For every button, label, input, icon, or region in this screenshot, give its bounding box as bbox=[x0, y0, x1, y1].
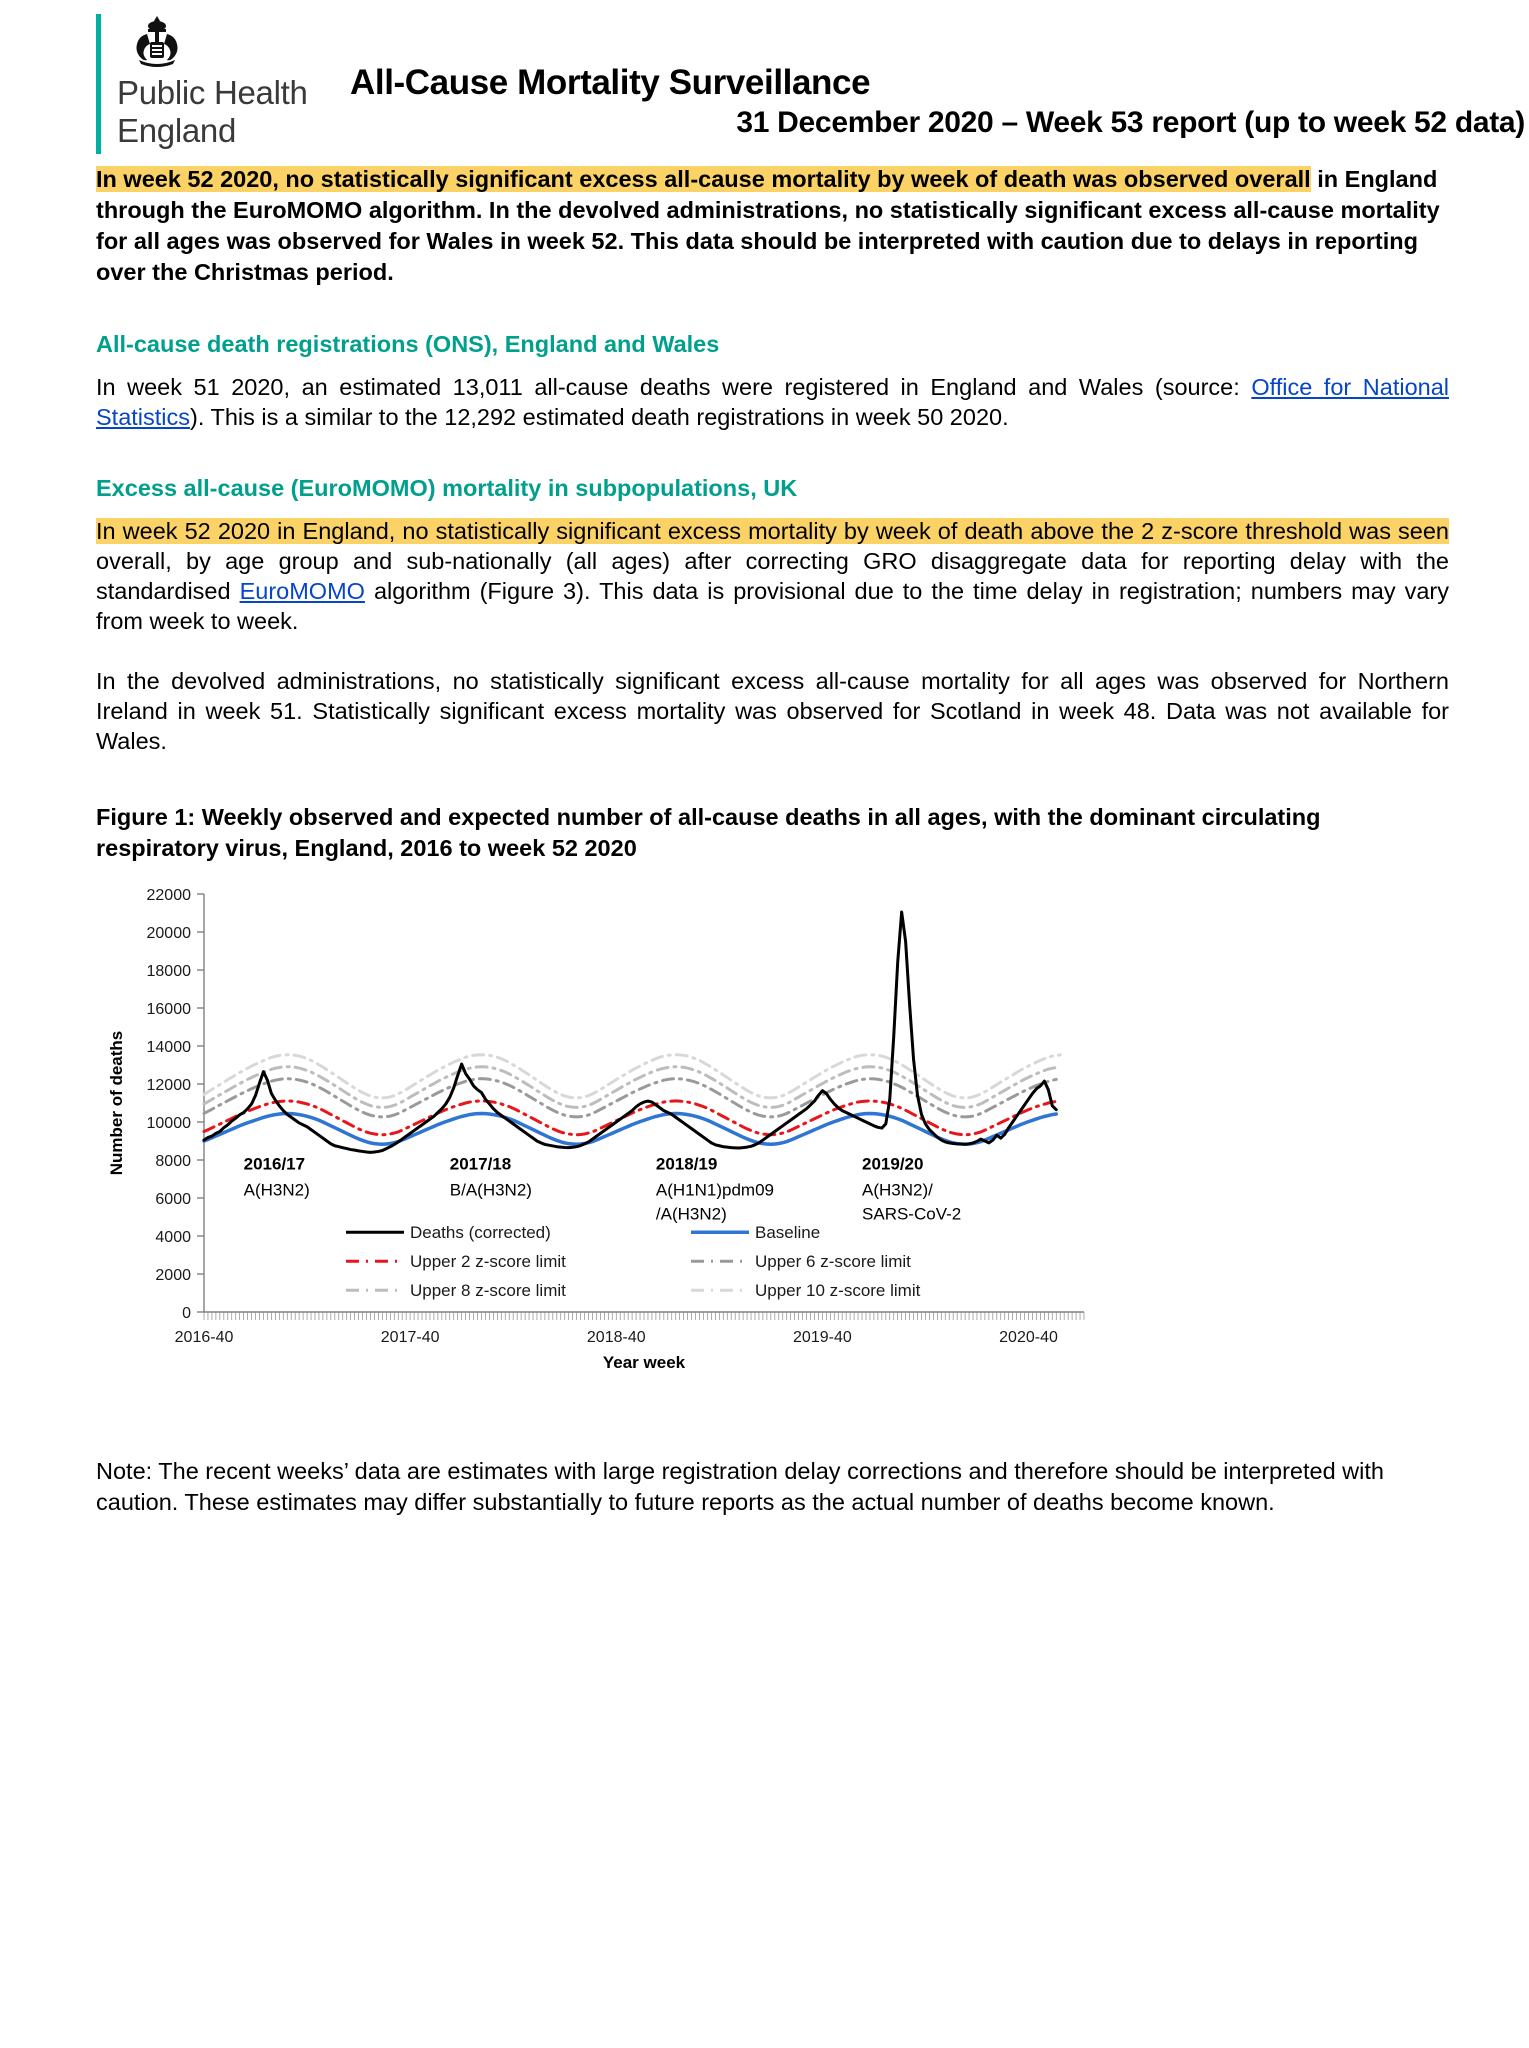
svg-text:8000: 8000 bbox=[155, 1153, 191, 1170]
ons-link[interactable]: Office for National Statistics bbox=[96, 374, 1449, 430]
svg-text:Upper 2 z-score limit: Upper 2 z-score limit bbox=[410, 1252, 566, 1272]
figure-note: Note: The recent weeks’ data are estimates with large registration delay corrections and therefore should be interpreted with caution. These estimates may differ substantially to future reports as the actual number of deaths become known. bbox=[96, 1458, 1384, 1515]
svg-text:B/A(H3N2): B/A(H3N2) bbox=[449, 1180, 532, 1200]
document-content bbox=[96, 164, 1449, 864]
svg-text:2020-40: 2020-40 bbox=[999, 1329, 1058, 1346]
svg-text:A(H1N1)pdm09: A(H1N1)pdm09 bbox=[655, 1180, 775, 1200]
svg-text:12000: 12000 bbox=[146, 1077, 191, 1094]
document-header bbox=[0, 0, 1529, 154]
logo-line-1: Public Health bbox=[117, 74, 308, 111]
euromomo-highlight: In week 52 2020 in England, no statistically significant excess mortality by week of death above the 2 z-score threshold was seen bbox=[96, 518, 1449, 544]
svg-text:2016/17: 2016/17 bbox=[243, 1154, 306, 1174]
svg-text:2019/20: 2019/20 bbox=[862, 1154, 924, 1174]
svg-text:2019-40: 2019-40 bbox=[793, 1329, 852, 1346]
svg-text:2018/19: 2018/19 bbox=[655, 1154, 718, 1174]
svg-text:18000: 18000 bbox=[146, 963, 191, 980]
note-block bbox=[96, 1456, 1449, 1518]
euromomo-paragraph bbox=[96, 516, 1449, 636]
royal-crest-icon bbox=[117, 14, 197, 70]
svg-text:4000: 4000 bbox=[155, 1229, 191, 1246]
summary-rest: in England through the EuroMOMO algorithm. In the devolved administrations, no statistically significant excess all-cause mortality for all ages was observed for Wales in week 52. This data should be interpreted with caution due to delays in reporting over the Christmas period. bbox=[96, 166, 1440, 285]
svg-text:Upper 6 z-score limit: Upper 6 z-score limit bbox=[755, 1252, 911, 1272]
paragraph-spacer bbox=[96, 636, 1449, 666]
section-heading-euromomo: Excess all-cause (EuroMOMO) mortality in subpopulations, UK bbox=[96, 475, 798, 501]
ons-paragraph bbox=[96, 372, 1449, 432]
svg-text:SARS-CoV-2: SARS-CoV-2 bbox=[862, 1204, 962, 1224]
euromomo-link[interactable]: EuroMOMO bbox=[239, 578, 365, 604]
svg-text:A(H3N2): A(H3N2) bbox=[243, 1180, 310, 1200]
svg-text:14000: 14000 bbox=[146, 1039, 191, 1056]
phe-logo bbox=[96, 14, 336, 154]
svg-text:A(H3N2)/: A(H3N2)/ bbox=[862, 1180, 933, 1200]
svg-text:10000: 10000 bbox=[146, 1115, 191, 1132]
svg-text:Year week: Year week bbox=[602, 1353, 686, 1372]
svg-text:Number of deaths: Number of deaths bbox=[107, 1030, 126, 1176]
svg-text:2018-40: 2018-40 bbox=[586, 1329, 646, 1346]
devolved-admin-paragraph: In the devolved administrations, no statistically significant excess all-cause mortality for all ages was observed for Northern Ireland in week 51. Statistically significant excess mortality was observed for Scotland in week 48. Data was not available for Wales. bbox=[96, 668, 1449, 754]
page-title: All-Cause Mortality Surveillance bbox=[350, 63, 871, 102]
figure-1-chart bbox=[96, 878, 1096, 1398]
svg-text:Deaths (corrected): Deaths (corrected) bbox=[410, 1223, 551, 1243]
euromomo-para-post: algorithm (Figure 3). This data is provisional due to the time delay in registration; numbers may vary from week to week. bbox=[96, 578, 1449, 634]
euromomo-para-mid: overall, by age group and sub-nationally (all ages) after correcting GRO disaggregate data for reporting delay with the standardised bbox=[96, 548, 1449, 604]
mortality-line-chart bbox=[96, 878, 1096, 1398]
summary-highlight: In week 52 2020, no statistically significant excess all-cause mortality by week of death was observed overall bbox=[96, 166, 1311, 192]
ons-para-pre: In week 51 2020, an estimated 13,011 all-cause deaths were registered in England and Wales (source: bbox=[96, 374, 1252, 400]
svg-text:Baseline: Baseline bbox=[755, 1223, 821, 1243]
svg-text:2016-40: 2016-40 bbox=[174, 1329, 234, 1346]
svg-text:Upper 8 z-score limit: Upper 8 z-score limit bbox=[410, 1281, 566, 1301]
figure-caption: Figure 1: Weekly observed and expected number of all-cause deaths in all ages, with the dominant circulating respiratory virus, England, 2016 to week 52 2020 bbox=[96, 804, 1321, 861]
logo-accent-bar bbox=[96, 14, 101, 154]
ons-para-post: ). This is a similar to the 12,292 estimated death registrations in week 50 2020. bbox=[190, 404, 1009, 430]
svg-text:2017-40: 2017-40 bbox=[380, 1329, 440, 1346]
page-subtitle: 31 December 2020 – Week 53 report (up to week 52 data) bbox=[736, 106, 1525, 139]
logo-line-2: England bbox=[117, 112, 237, 149]
svg-text:Upper 10 z-score limit: Upper 10 z-score limit bbox=[755, 1281, 921, 1301]
svg-text:0: 0 bbox=[182, 1305, 191, 1322]
summary-paragraph bbox=[96, 164, 1449, 288]
svg-text:2017/18: 2017/18 bbox=[449, 1154, 512, 1174]
svg-text:22000: 22000 bbox=[146, 887, 191, 904]
svg-text:20000: 20000 bbox=[146, 925, 191, 942]
svg-text:2000: 2000 bbox=[155, 1267, 191, 1284]
svg-text:/A(H3N2): /A(H3N2) bbox=[655, 1204, 727, 1224]
svg-text:16000: 16000 bbox=[146, 1001, 191, 1018]
section-heading-ons: All-cause death registrations (ONS), England and Wales bbox=[96, 331, 720, 357]
svg-text:6000: 6000 bbox=[155, 1191, 191, 1208]
figure-spacer bbox=[96, 756, 1449, 802]
